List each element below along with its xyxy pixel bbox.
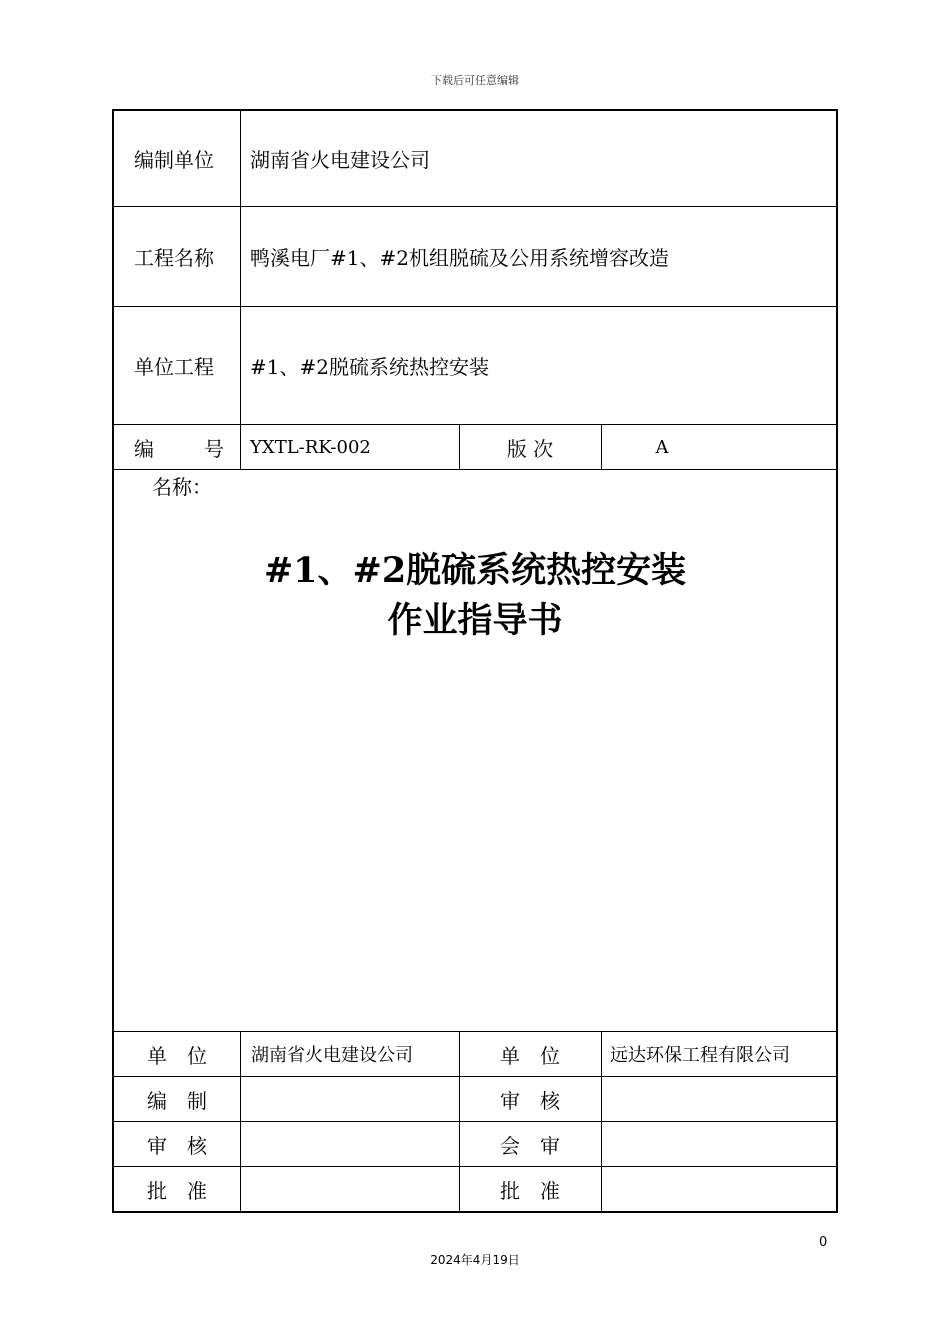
rule-signoff-1 bbox=[114, 1076, 836, 1077]
rule-col-signoff-1 bbox=[240, 1031, 241, 1211]
signoff-row-3-label-1: 审 核 bbox=[147, 1133, 207, 1158]
signoff-row-2-value-1[interactable] bbox=[251, 1077, 451, 1121]
project-name-label: 工程名称 bbox=[134, 246, 214, 270]
rule-row-3 bbox=[114, 424, 836, 425]
compiler-unit-value: 湖南省火电建设公司 bbox=[250, 148, 430, 172]
rule-signoff-3 bbox=[114, 1166, 836, 1167]
rule-col-label-top bbox=[240, 111, 241, 469]
signoff-row-2-label-1: 编 制 bbox=[147, 1088, 207, 1113]
signoff-row-3-value-1[interactable] bbox=[251, 1122, 451, 1166]
name-label: 名称： bbox=[152, 475, 212, 499]
signoff-row-1-value-2: 远达环保工程有限公司 bbox=[610, 1045, 790, 1066]
unit-project-label: 单位工程 bbox=[134, 355, 214, 379]
version-label: 版 次 bbox=[506, 436, 554, 461]
page-number: 0 bbox=[819, 1235, 828, 1250]
signoff-row-4-value-2[interactable] bbox=[610, 1167, 830, 1211]
number-label-char-2: 号 bbox=[204, 436, 224, 461]
document-title-line-1: #1、#2脱硫系统热控安装 bbox=[263, 550, 687, 591]
rule-col-signoff-2 bbox=[459, 1031, 460, 1211]
project-name-value: 鸭溪电厂#1、#2机组脱硫及公用系统增容改造 bbox=[250, 246, 669, 270]
rule-row-2 bbox=[114, 306, 836, 307]
rule-col-signoff-3 bbox=[601, 1031, 602, 1211]
rule-signoff-top bbox=[114, 1031, 836, 1032]
rule-row-4 bbox=[114, 469, 836, 470]
version-value: A bbox=[655, 436, 669, 458]
rule-row-1 bbox=[114, 206, 836, 207]
header-note: 下载后可任意编辑 bbox=[431, 74, 519, 87]
compiler-unit-label: 编制单位 bbox=[134, 148, 214, 172]
number-label-char-1: 编 bbox=[134, 436, 154, 461]
signoff-row-3-label-2: 会 审 bbox=[500, 1133, 560, 1158]
unit-project-value: #1、#2脱硫系统热控安装 bbox=[250, 355, 489, 379]
signoff-row-3-value-2[interactable] bbox=[610, 1122, 830, 1166]
signoff-row-4-label-1: 批 准 bbox=[147, 1178, 207, 1203]
document-cover-table bbox=[112, 109, 838, 1213]
rule-col-version-mid bbox=[601, 424, 602, 469]
signoff-row-4-label-2: 批 准 bbox=[500, 1178, 560, 1203]
document-title-line-2: 作业指导书 bbox=[387, 600, 563, 641]
signoff-row-1-label-1: 单 位 bbox=[147, 1043, 207, 1068]
document-number-value: YXTL-RK-002 bbox=[250, 436, 371, 458]
signoff-row-1-value-1: 湖南省火电建设公司 bbox=[251, 1045, 413, 1066]
signoff-row-2-label-2: 审 核 bbox=[500, 1088, 560, 1113]
signoff-row-1-label-2: 单 位 bbox=[500, 1043, 560, 1068]
rule-col-number-mid bbox=[459, 424, 460, 469]
footer-date: 2024年4月19日 bbox=[430, 1253, 520, 1267]
rule-signoff-2 bbox=[114, 1121, 836, 1122]
signoff-row-4-value-1[interactable] bbox=[251, 1167, 451, 1211]
signoff-row-2-value-2[interactable] bbox=[610, 1077, 830, 1121]
